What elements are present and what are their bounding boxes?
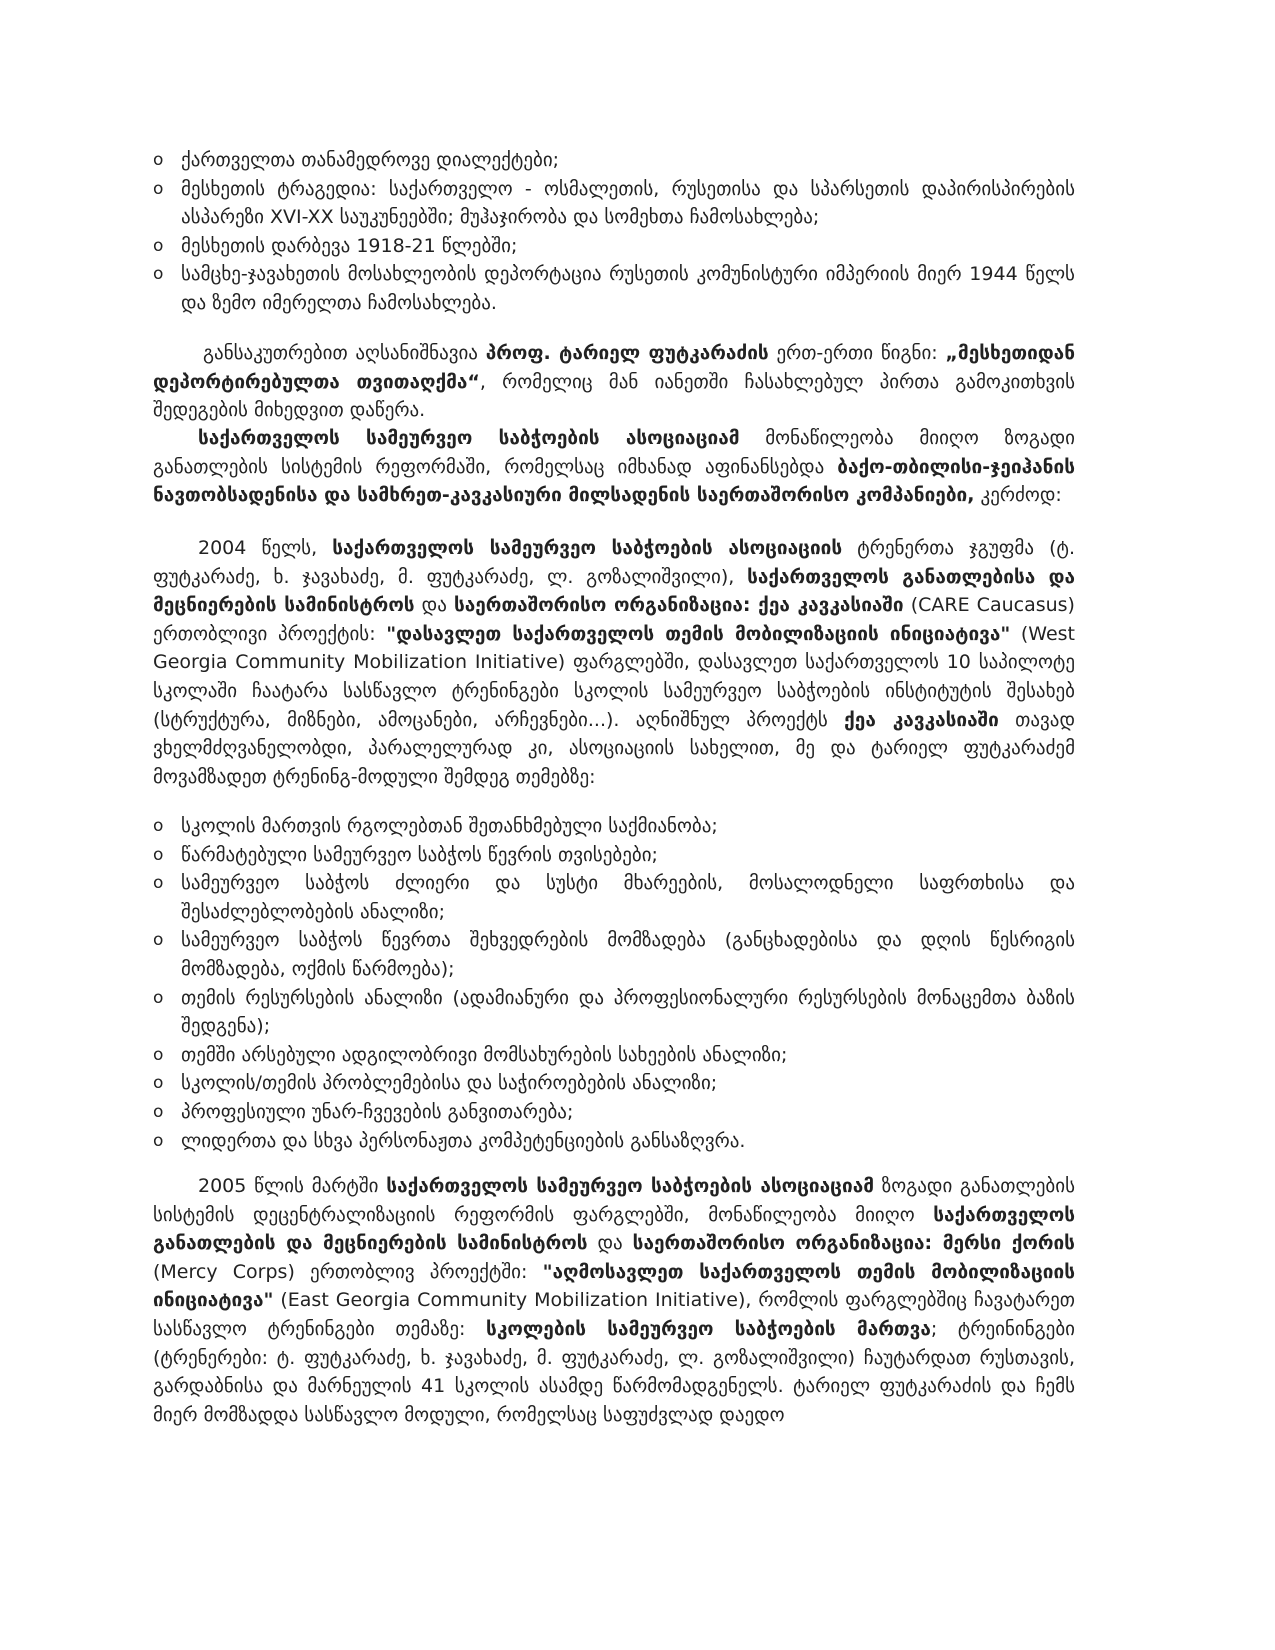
list-item: o სკოლის/თემის პრობლემებისა და საჭიროებების ანალიზი;	[153, 1069, 1075, 1098]
bullet-marker: o	[153, 150, 164, 170]
bullet-marker: o	[153, 816, 164, 836]
bullet-marker: o	[153, 1130, 164, 1151]
bullet-marker: o	[153, 987, 164, 1008]
bullet-marker: o	[153, 235, 164, 256]
bullet-marker: o	[153, 930, 164, 951]
list-item: o სკოლის მართვის რგოლებთან შეთანხმებული საქმიანობა;	[153, 812, 1075, 841]
bullet-marker: o	[153, 1044, 164, 1065]
training-topics-list	[153, 812, 1075, 1155]
list-item: o სამცხე-ჯავახეთის მოსახლეობის დეპორტაცია რუსეთის კომუნისტური იმპერიის მიერ 1944 წელს და ზემო იმერელთა ჩამოსახლება.	[153, 260, 1075, 317]
bullet-marker: o	[153, 1101, 164, 1122]
list-item: o ლიდერთა და სხვა პერსონაჟთა კომპეტენციების განსაზღვრა.	[153, 1127, 1075, 1156]
paragraph-book-mention: განსაკუთრებით აღსანიშნავია პროფ. ტარიელ ფუტკარაძის ერთ-ერთი წიგნი: „მესხეთიდან დეპორტირებულთა თვითაღქმა“, რომელიც მან იანეთში ჩასახლებულ პირთა გამოკითხვის შედეგების მიხედვით დაწერა.	[153, 342, 1075, 422]
list-item: o ქართველთა თანამედროვე დიალექტები;	[153, 146, 1075, 175]
list-item: o წარმატებული სამეურვეო საბჭოს წევრის თვისებები;	[153, 841, 1075, 870]
bullet-marker: o	[153, 1073, 164, 1094]
list-item: o მესხეთის ტრაგედია: საქართველო - ოსმალეთის, რუსეთისა და სპარსეთის დაპირისპირების ასპარეზი XVI-XX საუკუნეებში; მუჰაჯირობა და სომეხთა ჩამოსახლება;	[153, 175, 1075, 232]
list-item: o თემის რესურსების ანალიზი (ადამიანური და პროფესიონალური რესურსების მონაცემთა ბაზის შედგენა);	[153, 984, 1075, 1041]
paragraph-association-reform: საქართველოს სამეურვეო საბჭოების ასოციაციამ მონაწილეობა მიიღო ზოგადი განათლების სისტემის რეფორმაში, რომელსაც იმხანად აფინანსებდა ბაქო-თბილისი-ჯეიჰანის ნავთობსადენისა და სამხრეთ-კავკასიური მილსადენის საერთაშორისო კომპანიები, კერძოდ:	[153, 427, 1075, 507]
paragraph-2004-project: 2004 წელს, საქართველოს სამეურვეო საბჭოების ასოციაციის ტრენერთა ჯგუფმა (ტ. ფუტკარაძე, ხ. ჯავახაძე, მ. ფუტკარაძე, ლ. გოზალიშვილი), საქართველოს განათლებისა და მეცნიერების სამინისტროს და საერთაშორისო ორგანიზაცია: ქეა კავკასიაში (CARE Caucasus) ერთობლივი პროექტის: "დასავლეთ საქართველოს თემის მობილიზაციის ინიციატივა" (West Georgia Community Mobilization Initiative) ფარგლებში, დასავლეთ საქართველოს 10 საპილოტე სკოლაში ჩაატარა სასწავლო ტრენინგები სკოლის სამეურვეო საბჭოების ინსტიტუტის შესახებ (სტრუქტურა, მიზნები, ამოცანები, არჩევნები...). აღნიშნულ პროექტს ქეა კავკასიაში თავად ვხელმძღვანელობდი, პარალელურად კი, ასოციაციის სახელით, მე და ტარიელ ფუტკარაძემ მოვამზადეთ ტრენინგ-მოდული შემდეგ თემებზე:	[153, 537, 1075, 788]
bullet-marker: o	[153, 873, 164, 894]
list-item: o თემში არსებული ადგილობრივი მომსახურების სახეების ანალიზი;	[153, 1041, 1075, 1070]
list-item: o პროფესიული უნარ-ჩვევების განვითარება;	[153, 1098, 1075, 1127]
bullet-marker: o	[153, 264, 164, 285]
bullet-marker: o	[153, 178, 164, 199]
topic-list-mesketi	[153, 146, 1075, 318]
list-item: o მესხეთის დარბევა 1918-21 წლებში;	[153, 232, 1075, 261]
list-item: o სამეურვეო საბჭოს წევრთა შეხვედრების მომზადება (განცხადებისა და დღის წესრიგის მომზადება, ოქმის წარმოება);	[153, 926, 1075, 983]
list-item: o სამეურვეო საბჭოს ძლიერი და სუსტი მხარეების, მოსალოდნელი საფრთხისა და შესაძლებლობების ანალიზი;	[153, 869, 1075, 926]
bullet-marker: o	[153, 844, 164, 865]
paragraph-2005-project: 2005 წლის მარტში საქართველოს სამეურვეო საბჭოების ასოციაციამ ზოგადი განათლების სისტემის დეცენტრალიზაციის რეფორმის ფარგლებში, მონაწილეობა მიიღო საქართველოს განათლების და მეცნიერების სამინისტროს და საერთაშორისო ორგანიზაცია: მერსი ქორის (Mercy Corps) ერთობლივ პროექტში: "აღმოსავლეთ საქართველოს თემის მობილიზაციის ინიციატივა" (East Georgia Community Mobilization Initiative), რომლის ფარგლებშიც ჩავატარეთ სასწავლო ტრენინგები თემაზე: სკოლების სამეურვეო საბჭოების მართვა; ტრეინინგები (ტრენერები: ტ. ფუტკარაძე, ხ. ჯავახაძე, მ. ფუტკარაძე, ლ. გოზალიშვილი) ჩაუტარდათ რუსთავის, გარდაბნისა და მარნეულის 41 სკოლის ასამდე წარმომადგენელს. ტარიელ ფუტკარაძის და ჩემს მიერ მომზადდა სასწავლო მოდული, რომელსაც საფუძვლად დაედო	[153, 1175, 1075, 1426]
